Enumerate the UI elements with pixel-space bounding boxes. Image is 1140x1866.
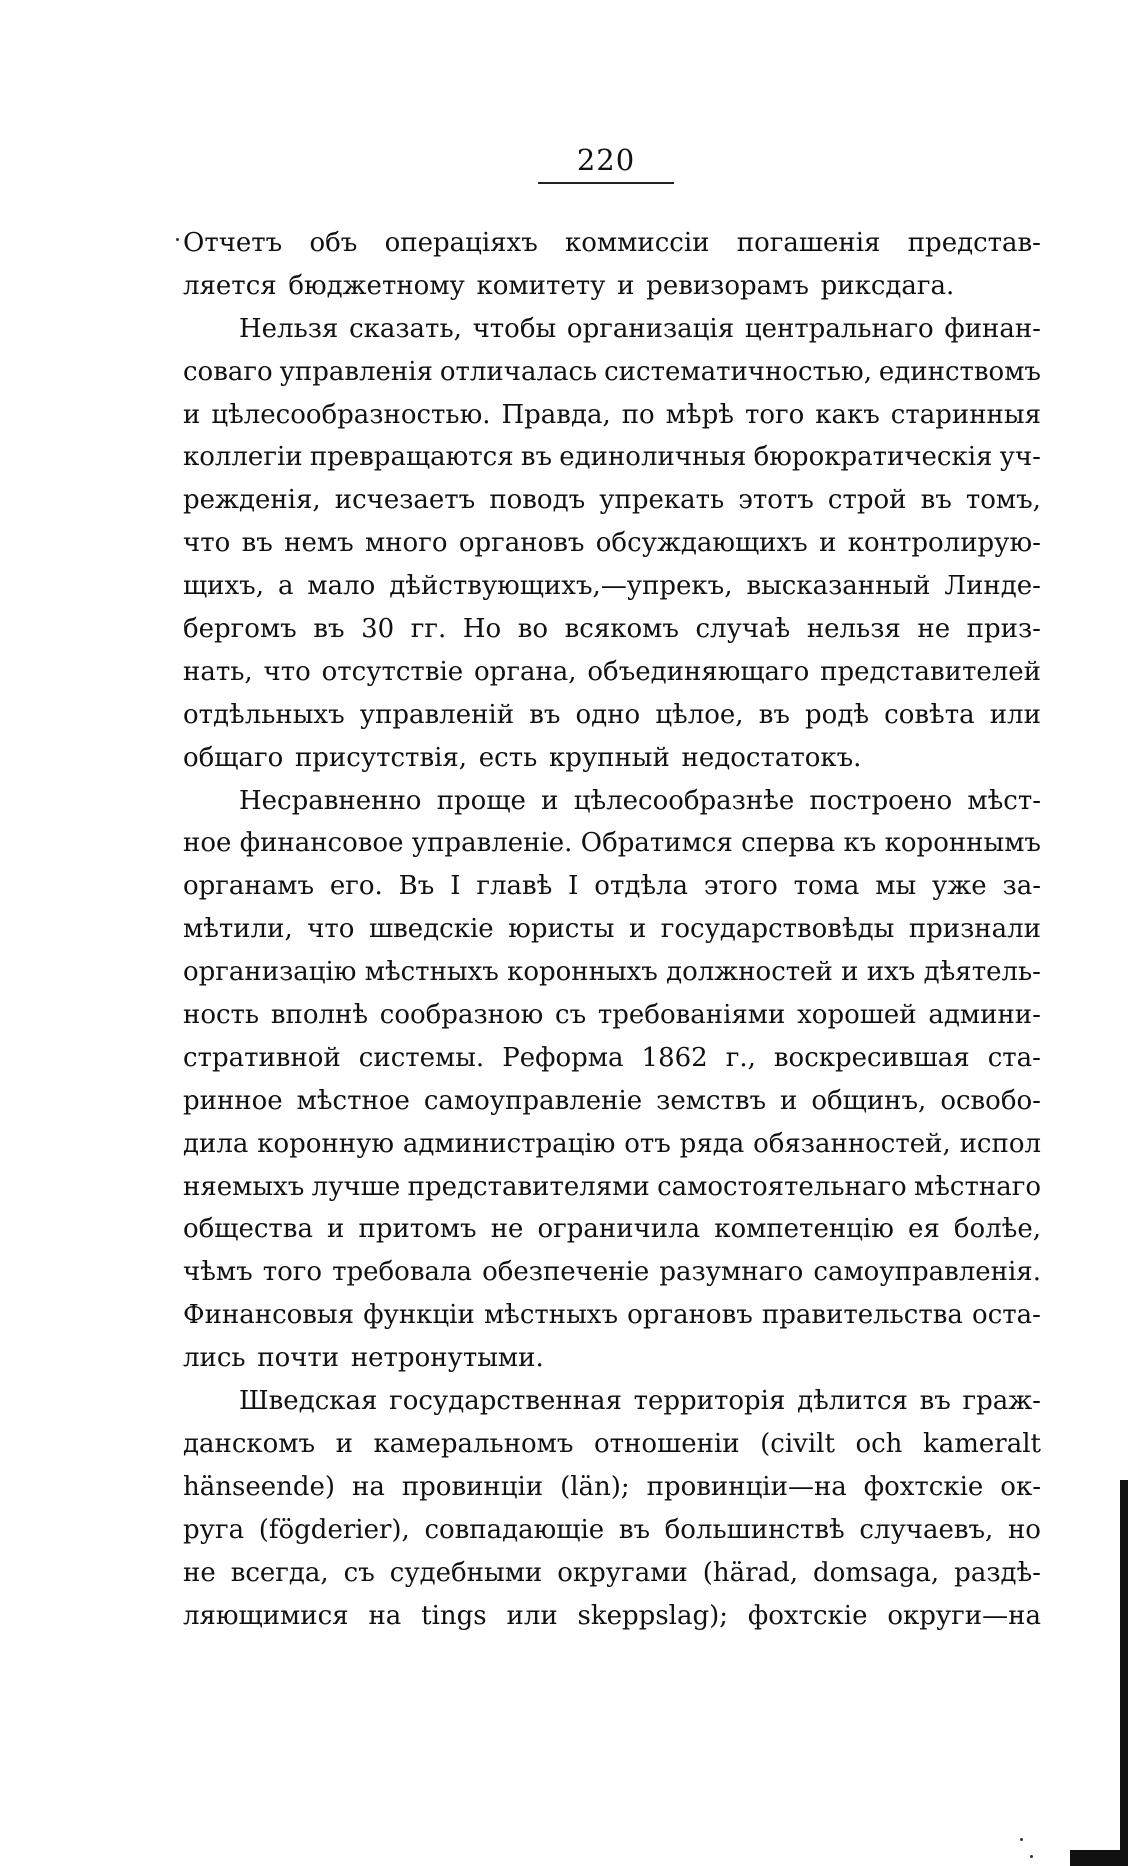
text-line: нать, что отсутствіе органа, объединяющаго представителей	[183, 656, 1041, 687]
text-line: ное финансовое управленіе. Обратимся сперва къ короннымъ	[183, 828, 1041, 859]
text-line: общаго присутствія, есть крупный недостатокъ.	[183, 742, 862, 773]
body-text	[183, 222, 1041, 1637]
text-line: бергомъ въ 30 гг. Но во всякомъ случаѣ нельзя не приз-	[183, 614, 1041, 645]
text-line: данскомъ и камеральномъ отношеніи (civilt och kameralt	[183, 1428, 1041, 1459]
text-line: hänseende) на провинціи (län); провинціи—на фохтскіе ок-	[183, 1471, 1041, 1502]
text-line: лись почти нетронутыми.	[183, 1343, 544, 1374]
text-line: отдѣльныхъ управленій въ одно цѣлое, въ родѣ совѣта или	[183, 699, 1041, 730]
scan-speck	[1030, 1855, 1033, 1858]
scan-speck	[176, 238, 179, 241]
text-line: Несравненно проще и цѣлесообразнѣе построено мѣст-	[239, 785, 1041, 816]
scan-edge-mark	[1070, 1850, 1120, 1866]
text-line: чѣмъ того требовала обезпеченіе разумнаго самоуправленія.	[183, 1257, 1041, 1288]
text-line: Отчетъ объ операціяхъ коммиссіи погашенія представ-	[183, 228, 1041, 258]
text-line: ляющимися на tings или skeppslag); фохтскіе округи—на	[183, 1600, 1041, 1631]
text-line: мѣтили, что шведскіе юристы и государствовѣды признали	[183, 914, 1041, 945]
text-line: не всегда, съ судебными округами (härad, domsaga, раздѣ-	[183, 1557, 1041, 1588]
text-line: Шведская государственная территорія дѣлится въ граж-	[239, 1386, 1041, 1417]
text-line: щихъ, а мало дѣйствующихъ,—упрекъ, высказанный Линде-	[183, 571, 1041, 602]
scan-speck	[1020, 1838, 1023, 1841]
scan-edge-mark	[1120, 1480, 1128, 1866]
text-line: ность вполнѣ сообразною съ требованіями хорошей админи-	[183, 1000, 1041, 1031]
page-number: 220	[576, 143, 636, 177]
text-line: руга (fögderier), совпадающіе въ большинствѣ случаевъ, но	[183, 1514, 1041, 1545]
text-line: что въ немъ много органовъ обсуждающихъ и контролирую-	[183, 528, 1041, 559]
text-line: няемыхъ лучше представителями самостоятельнаго мѣстнаго	[183, 1171, 1041, 1202]
text-line: Финансовыя функціи мѣстныхъ органовъ правительства оста-	[183, 1300, 1041, 1331]
text-line: коллегіи превращаются въ единоличныя бюрократическія уч-	[183, 442, 1041, 473]
text-line: стративной системы. Реформа 1862 г., воскресившая ста-	[183, 1042, 1041, 1073]
text-line: организацію мѣстныхъ коронныхъ должностей и ихъ дѣятель-	[183, 957, 1041, 988]
text-line: органамъ его. Въ I главѣ I отдѣла этого тома мы уже за-	[183, 871, 1041, 902]
text-line: ляется бюджетному комитету и ревизорамъ риксдага.	[183, 270, 955, 301]
text-line: Нельзя сказать, чтобы организація центральнаго финан-	[239, 313, 1041, 344]
text-line: дила коронную администрацію отъ ряда обязанностей, испол	[183, 1128, 1041, 1159]
text-line: режденія, исчезаетъ поводъ упрекать этотъ строй въ томъ,	[183, 485, 1041, 516]
page-number-rule	[538, 182, 674, 184]
text-line: общества и притомъ не ограничила компетенцію ея болѣе,	[183, 1214, 1041, 1245]
text-line: соваго управленія отличалась систематичностью, единствомъ	[183, 356, 1041, 387]
text-line: ринное мѣстное самоуправленіе земствъ и общинъ, освобо-	[183, 1085, 1041, 1116]
text-line: и цѣлесообразностью. Правда, по мѣрѣ того какъ старинныя	[183, 399, 1041, 430]
